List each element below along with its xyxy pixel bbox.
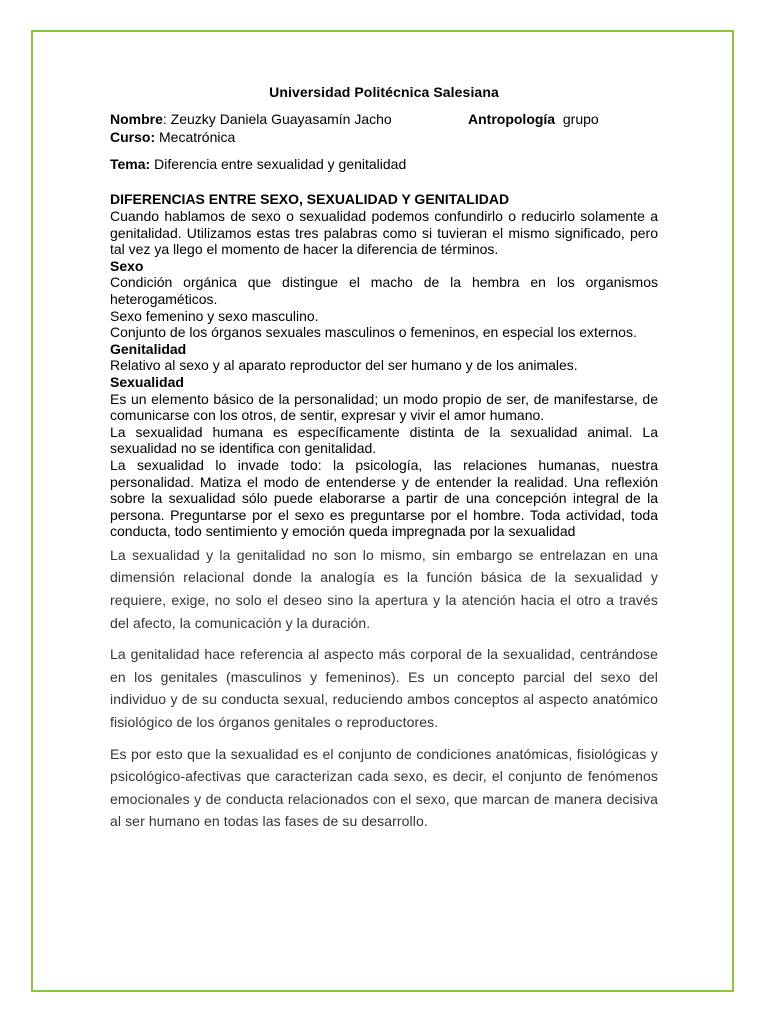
name-line [110,110,658,128]
sexualidad-heading: Sexualidad [110,373,184,390]
course-line [110,128,658,146]
conclusion-paragraph-2: La genitalidad hace referencia al aspecto más corporal de la sexualidad, centrándose en los genitales (masculinos y femeninos). Es un concepto parcial del sexo del individuo y de su conducta sexual, reduciendo ambos conceptos al aspecto anatómico fisiológico de los órganos genitales o reproductores. [110,646,658,731]
sexualidad-paragraph-3: La sexualidad lo invade todo: la psicología, las relaciones humanas, nuestra personalidad. Matiza el modo de entenderse y de entender la realidad. Una reflexión sobre la sexualidad sólo puede elaborarse a partir de una concepción integral de la persona. Preguntarse por el sexo es preguntarse por el hombre. Toda actividad, toda conducta, todo sentimiento y emoción queda impregnada por la sexualidad [110,456,658,540]
sexo-paragraph-2: Sexo femenino y sexo masculino. [110,307,319,324]
topic-label: Tema: [110,156,151,172]
document-content [110,84,658,842]
subject [468,110,599,128]
sexo-paragraph-3: Conjunto de los órganos sexuales masculinos o femeninos, en especial los externos. [110,324,637,341]
conclusion-paragraph-3: Es por esto que la sexualidad es el conjunto de condiciones anatómicas, fisiológicas y psicológico-afectivas que caracterizan cada sexo, es decir, el conjunto de fenómenos emocionales y de conducta relacionados con el sexo, que marcan de manera decisiva al ser humano en todas las fases de su desarrollo. [110,745,658,830]
genitalidad-heading: Genitalidad [110,340,187,357]
subject-label: Antropología [468,111,556,127]
conclusion-paragraph-1: La sexualidad y la genitalidad no son lo mismo, sin embargo se entrelazan en una dimensión relacional donde la analogía es la función básica de la sexualidad y requiere, exige, no solo el deseo sino la apertura y la atención hacia el otro a través del afecto, la comunicación y la duración. [110,546,658,631]
conclusion-block [110,544,658,833]
genitalidad-paragraph-1: Relativo al sexo y al aparato reproductor del ser humano y de los animales. [110,357,578,374]
definitions-block [110,208,658,540]
sexualidad-paragraph-1: Es un elemento básico de la personalidad; un modo propio de ser, de manifestarse, de comunicarse con los otros, de sentir, expresar y vivir el amor humano. [110,390,658,424]
university-title: Universidad Politécnica Salesiana [269,84,499,100]
topic-value: Diferencia entre sexualidad y genitalidad [154,156,407,172]
course-value: Mecatrónica [159,129,236,145]
sexo-heading: Sexo [110,257,144,274]
course-label: Curso: [110,129,156,145]
subject-value: grupo [562,111,599,127]
intro-paragraph: Cuando hablamos de sexo o sexualidad podemos confundirlo o reducirlo solamente a genitalidad. Utilizamos estas tres palabras como si tuvieran el mismo significado, pero tal vez ya llego el momento de hacer la diferencia de términos. [110,208,658,258]
sexo-paragraph-1: Condición orgánica que distingue el macho de la hembra en los organismos heterogaméticos. [110,274,658,307]
sexualidad-paragraph-2: La sexualidad humana es específicamente distinta de la sexualidad animal. La sexualidad no se identifica con genitalidad. [110,423,658,457]
section-title: DIFERENCIAS ENTRE SEXO, SEXUALIDAD Y GENITALIDAD [110,191,510,207]
topic-line [110,155,658,173]
name-label: Nombre [110,111,163,127]
name-value: : Zeuzky Daniela Guayasamín Jacho [162,111,392,127]
